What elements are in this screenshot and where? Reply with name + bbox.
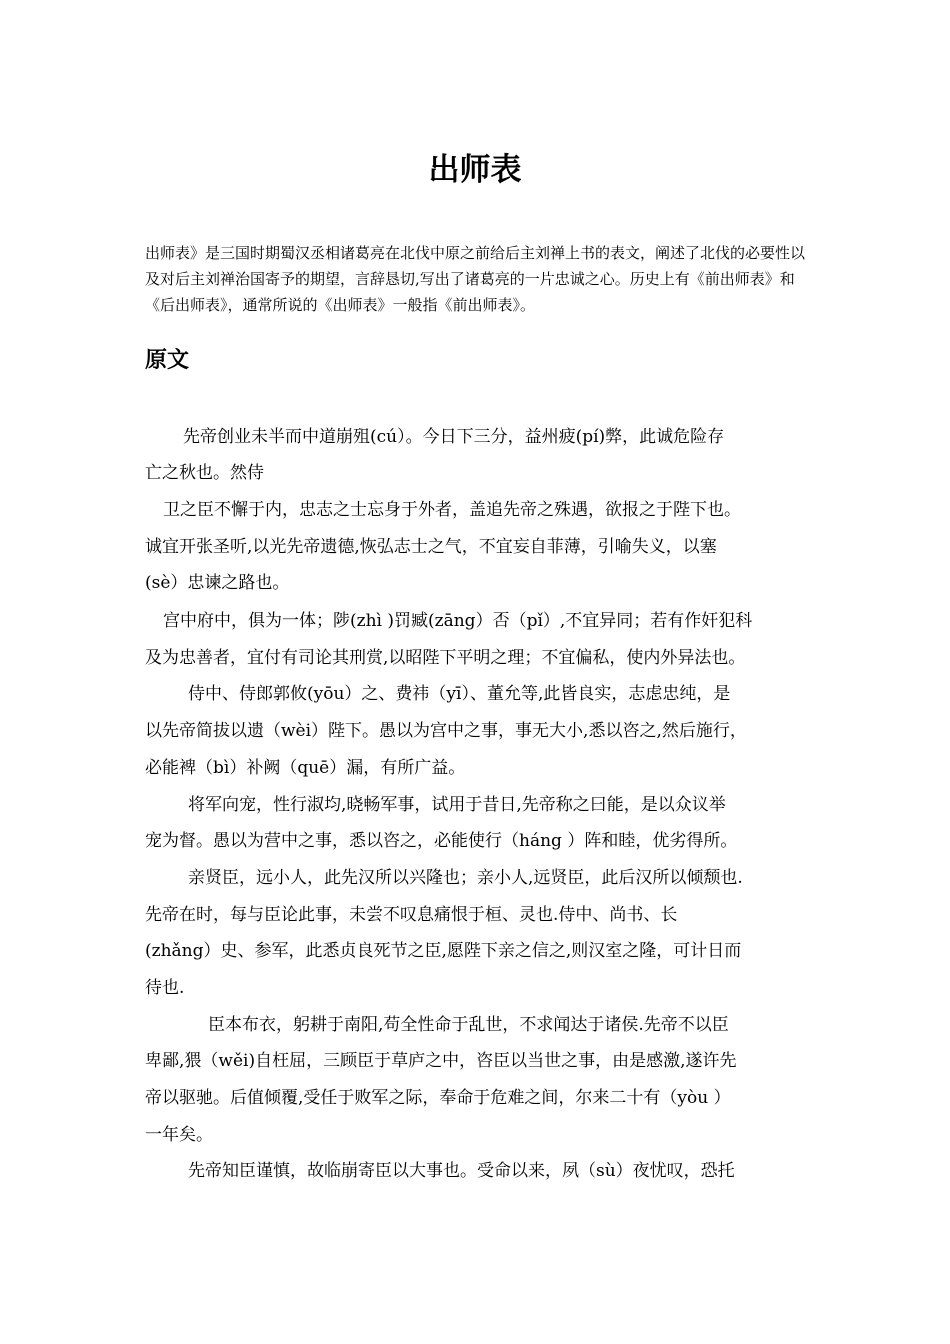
body-line: 诚宜开张圣听,以光先帝遗德,恢弘志士之气，不宜妄自菲薄，引喻失义，以塞 [145, 537, 717, 557]
body-line: 侍中、侍郎郭攸(yōu）之、费祎（yī）、董允等,此皆良实，志虑忠纯，是 [188, 684, 731, 704]
body-line: 先帝在时，每与臣论此事，未尝不叹息痛恨于桓、灵也.侍中、尚书、长 [145, 905, 678, 925]
body-line: (sè）忠谏之路也。 [145, 573, 290, 593]
body-line: 先帝创业未半而中道崩殂(cú）。今日下三分，益州疲(pí)弊，此诚危险存 [183, 427, 725, 447]
body-line: 将军向宠，性行淑均,晓畅军事，试用于昔日,先帝称之曰能，是以众议举 [188, 795, 726, 815]
body-line: (zhǎng）史、参军，此悉贞良死节之臣,愿陛下亲之信之,则汉室之隆，可计日而 [145, 941, 742, 961]
body-line: 卫之臣不懈于内，忠志之士忘身于外者，盖追先帝之殊遇，欲报之于陛下也。 [163, 500, 741, 520]
document-title: 出师表 [428, 152, 522, 188]
body-line: 宠为督。愚以为营中之事，悉以咨之，必能使行（háng ）阵和睦，优劣得所。 [145, 831, 738, 851]
body-line: 宫中府中，俱为一体；陟(zhì )罚臧(zāng）否（pǐ）,不宜异同；若有作奸犯科 [163, 611, 753, 631]
body-line: 帝以驱驰。后值倾覆,受任于败军之际，奉命于危难之间，尔来二十有（yòu ） [145, 1088, 731, 1108]
body-line: 必能裨（bì）补阙（quē）漏，有所广益。 [145, 758, 466, 778]
body-line: 臣本布衣，躬耕于南阳,苟全性命于乱世，不求闻达于诸侯.先帝不以臣 [208, 1015, 729, 1035]
body-line: 以先帝简拔以遗（wèi）陛下。愚以为宫中之事，事无大小,悉以咨之,然后施行， [145, 721, 747, 741]
body-line: 及为忠善者，宜付有司论其刑赏,以昭陛下平明之理；不宜偏私，使内外异法也。 [145, 648, 746, 668]
body-line: 待也. [145, 978, 185, 998]
section-heading: 原文 [145, 348, 190, 373]
body-line: 亡之秋也。然侍 [145, 463, 264, 483]
body-line: 先帝知臣谨慎，故临崩寄臣以大事也。受命以来，夙（sù）夜忧叹，恐托 [188, 1161, 735, 1181]
body-line: 卑鄙,猥（wěi)自枉屈，三顾臣于草庐之中，咨臣以当世之事，由是感激,遂许先 [145, 1051, 737, 1071]
body-line: 亲贤臣，远小人，此先汉所以兴隆也；亲小人,远贤臣，此后汉所以倾颓也. [188, 868, 743, 888]
intro-paragraph: 出师表》是三国时期蜀汉丞相诸葛亮在北伐中原之前给后主刘禅上书的表文，阐述了北伐的必要性以及对后主刘禅治国寄予的期望，言辞恳切,写出了诸葛亮的一片忠诚之心。历史上有《前出师表》和《后出师表》，通常所说的《出师表》一般指《前出师表》。 [145, 244, 806, 314]
body-line: 一年矣。 [145, 1125, 213, 1145]
